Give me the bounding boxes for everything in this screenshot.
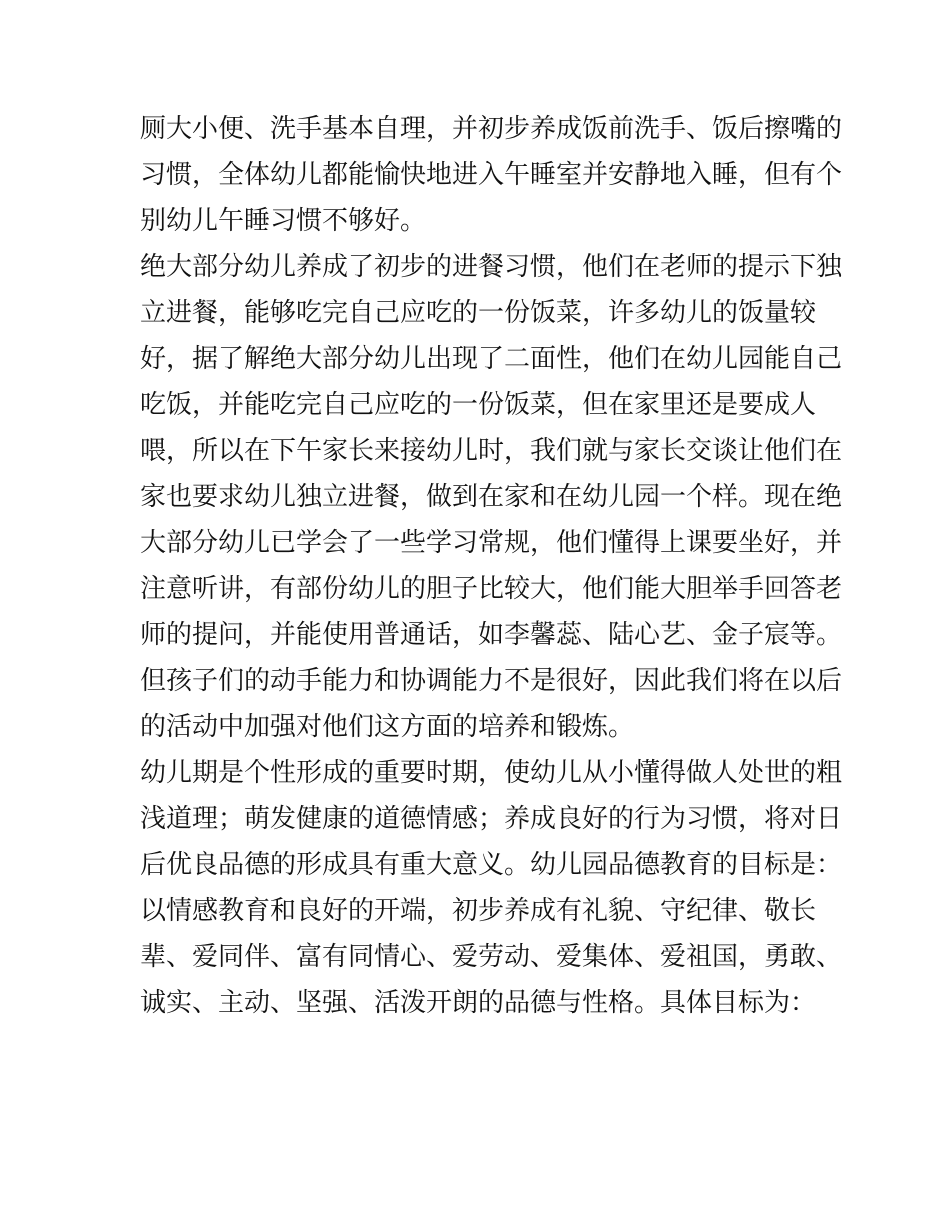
text-line: 后优良品德的形成具有重大意义。幼儿园品德教育的目标是： — [140, 850, 843, 880]
text-line: 幼儿期是个性形成的重要时期，使幼儿从小懂得做人处世的粗 — [140, 758, 843, 788]
text-line: 的活动中加强对他们这方面的培养和锻炼。 — [140, 712, 635, 742]
text-line: 绝大部分幼儿养成了初步的进餐习惯，他们在老师的提示下独 — [140, 252, 843, 282]
text-line: 以情感教育和良好的开端，初步养成有礼貌、守纪律、敬长 — [140, 896, 817, 926]
text-line: 立进餐，能够吃完自己应吃的一份饭菜，许多幼儿的饭量较 — [140, 298, 817, 328]
text-line: 习惯，全体幼儿都能愉快地进入午睡室并安静地入睡，但有个 — [140, 160, 843, 190]
text-line: 注意听讲，有部份幼儿的胆子比较大，他们能大胆举手回答老 — [140, 574, 843, 604]
text-line: 辈、爱同伴、富有同情心、爱劳动、爱集体、爱祖国，勇敢、 — [140, 942, 843, 972]
text-line: 大部分幼儿已学会了一些学习常规，他们懂得上课要坐好，并 — [140, 528, 843, 558]
text-line: 吃饭，并能吃完自己应吃的一份饭菜，但在家里还是要成人 — [140, 390, 817, 420]
text-line: 但孩子们的动手能力和协调能力不是很好，因此我们将在以后 — [140, 666, 843, 696]
text-line: 浅道理；萌发健康的道德情感；养成良好的行为习惯，将对日 — [140, 804, 843, 834]
text-line: 诚实、主动、坚强、活泼开朗的品德与性格。具体目标为： — [140, 988, 817, 1018]
body-text — [140, 106, 843, 1026]
text-line: 厕大小便、洗手基本自理，并初步养成饭前洗手、饭后擦嘴的 — [140, 114, 843, 144]
text-line: 别幼儿午睡习惯不够好。 — [140, 206, 427, 236]
text-line: 喂，所以在下午家长来接幼儿时，我们就与家长交谈让他们在 — [140, 436, 843, 466]
text-line: 家也要求幼儿独立进餐，做到在家和在幼儿园一个样。现在绝 — [140, 482, 843, 512]
text-line: 好，据了解绝大部分幼儿出现了二面性，他们在幼儿园能自己 — [140, 344, 843, 374]
text-line: 师的提问，并能使用普通话，如李馨蕊、陆心艺、金子宸等。 — [140, 620, 843, 650]
